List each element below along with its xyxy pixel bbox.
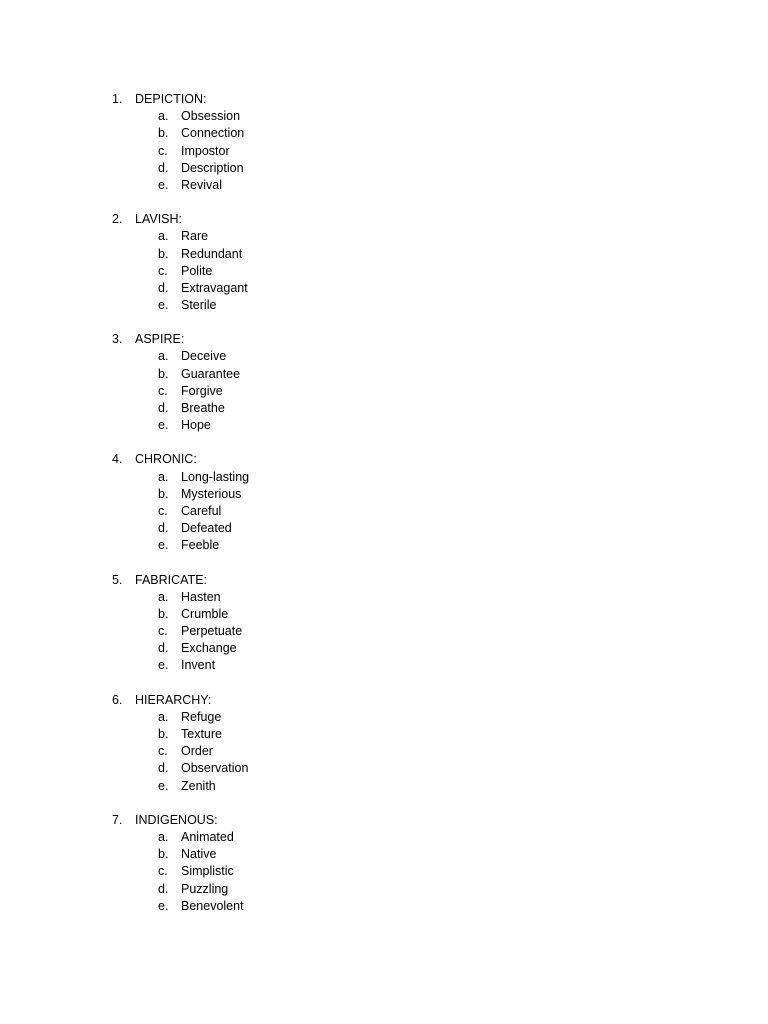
option-letter: c. <box>158 143 168 158</box>
answer-option <box>0 881 768 898</box>
answer-option <box>0 743 768 760</box>
question-word: FABRICATE: <box>135 572 208 587</box>
answer-option <box>0 125 768 142</box>
answer-option <box>0 160 768 177</box>
question-line <box>0 451 768 468</box>
answer-option <box>0 846 768 863</box>
option-text: Feeble <box>181 538 220 553</box>
answer-option <box>0 143 768 160</box>
answer-option <box>0 503 768 520</box>
option-letter: b. <box>158 847 169 862</box>
question-number: 5. <box>112 572 123 587</box>
option-letter: d. <box>158 761 169 776</box>
option-letter: d. <box>158 401 169 415</box>
option-letter: c. <box>158 503 168 518</box>
question-number: 1. <box>112 92 123 106</box>
answer-option <box>0 537 768 554</box>
option-letter: e. <box>158 778 169 793</box>
answer-option <box>0 709 768 726</box>
option-letter: c. <box>158 744 168 759</box>
question-item <box>0 331 768 434</box>
answer-option <box>0 383 768 400</box>
option-text: Careful <box>181 503 222 518</box>
answer-option <box>0 520 768 537</box>
option-text: Refuge <box>181 709 222 724</box>
option-text: Defeated <box>181 521 232 536</box>
option-text: Revival <box>181 177 222 192</box>
question-number: 2. <box>112 212 123 227</box>
question-line <box>0 91 768 108</box>
option-letter: b. <box>158 366 169 381</box>
option-text: Mysterious <box>181 486 242 501</box>
option-letter: e. <box>158 177 169 192</box>
option-letter: c. <box>158 624 168 639</box>
option-letter: a. <box>158 829 169 844</box>
option-letter: a. <box>158 469 169 484</box>
option-letter: e. <box>158 658 169 673</box>
answer-option <box>0 863 768 880</box>
option-text: Obsession <box>181 109 241 124</box>
question-line <box>0 692 768 709</box>
question-line <box>0 211 768 228</box>
answer-option <box>0 108 768 125</box>
option-text: Polite <box>181 263 213 278</box>
option-text: Long-lasting <box>181 469 250 484</box>
question-item <box>0 572 768 675</box>
option-text: Deceive <box>181 349 227 364</box>
option-text: Connection <box>181 126 245 141</box>
option-text: Perpetuate <box>181 624 243 639</box>
answer-option <box>0 606 768 623</box>
option-text: Native <box>181 847 217 862</box>
option-letter: c. <box>158 263 168 278</box>
question-word: HIERARCHY: <box>135 692 212 707</box>
question-word: CHRONIC: <box>135 452 197 467</box>
answer-option <box>0 829 768 846</box>
answer-option <box>0 623 768 640</box>
option-text: Redundant <box>181 246 243 261</box>
option-text: Puzzling <box>181 881 229 896</box>
option-text: Zenith <box>181 778 216 793</box>
answer-option <box>0 246 768 263</box>
answer-option <box>0 348 768 365</box>
option-letter: d. <box>158 160 169 175</box>
option-letter: e. <box>158 898 169 913</box>
option-text: Animated <box>181 829 234 844</box>
option-text: Rare <box>181 229 209 244</box>
option-letter: b. <box>158 486 169 501</box>
option-text: Hasten <box>181 589 221 604</box>
answer-option <box>0 177 768 194</box>
option-letter: d. <box>158 280 169 295</box>
answer-option <box>0 417 768 434</box>
answer-option <box>0 228 768 245</box>
question-item <box>0 211 768 314</box>
option-text: Invent <box>181 658 216 673</box>
option-letter: d. <box>158 641 169 656</box>
answer-option <box>0 280 768 297</box>
option-letter: b. <box>158 246 169 261</box>
question-number: 6. <box>112 692 123 707</box>
option-text: Extravagant <box>181 280 248 295</box>
option-letter: a. <box>158 109 169 124</box>
answer-option <box>0 726 768 743</box>
option-letter: c. <box>158 864 168 879</box>
question-item <box>0 451 768 554</box>
option-text: Order <box>181 744 213 759</box>
option-text: Description <box>181 160 244 175</box>
question-item <box>0 91 768 194</box>
answer-option <box>0 263 768 280</box>
option-letter: b. <box>158 126 169 141</box>
question-word: ASPIRE: <box>135 332 185 347</box>
question-line <box>0 572 768 589</box>
question-number: 3. <box>112 332 123 347</box>
option-text: Crumble <box>181 606 229 621</box>
question-word: DEPICTION: <box>135 92 207 106</box>
option-letter: d. <box>158 521 169 536</box>
answer-option <box>0 657 768 674</box>
option-text: Sterile <box>181 298 217 313</box>
option-text: Benevolent <box>181 898 244 913</box>
question-word: INDIGENOUS: <box>135 812 218 827</box>
option-text: Exchange <box>181 641 237 656</box>
option-letter: d. <box>158 881 169 896</box>
answer-option <box>0 898 768 915</box>
option-text: Guarantee <box>181 366 241 381</box>
answer-option <box>0 589 768 606</box>
answer-option <box>0 366 768 383</box>
option-letter: a. <box>158 349 169 364</box>
option-letter: b. <box>158 606 169 621</box>
vocabulary-quiz <box>0 91 768 932</box>
answer-option <box>0 486 768 503</box>
option-letter: e. <box>158 298 169 313</box>
answer-option <box>0 297 768 314</box>
question-item <box>0 692 768 795</box>
question-word: LAVISH: <box>135 212 183 227</box>
answer-option <box>0 400 768 417</box>
option-text: Forgive <box>181 383 223 398</box>
option-letter: b. <box>158 727 169 741</box>
question-number: 4. <box>112 452 123 467</box>
question-line <box>0 331 768 348</box>
option-text: Texture <box>181 727 222 741</box>
question-number: 7. <box>112 812 123 827</box>
answer-option <box>0 778 768 795</box>
option-letter: e. <box>158 418 169 433</box>
option-text: Hope <box>181 418 211 433</box>
answer-option <box>0 760 768 777</box>
option-letter: e. <box>158 538 169 553</box>
answer-option <box>0 469 768 486</box>
option-letter: a. <box>158 709 169 724</box>
option-letter: a. <box>158 229 169 244</box>
question-line <box>0 812 768 829</box>
option-letter: a. <box>158 589 169 604</box>
option-text: Observation <box>181 761 249 776</box>
question-item <box>0 812 768 915</box>
answer-option <box>0 640 768 657</box>
option-text: Simplistic <box>181 864 234 879</box>
option-letter: c. <box>158 383 168 398</box>
option-text: Breathe <box>181 401 225 415</box>
option-text: Impostor <box>181 143 230 158</box>
